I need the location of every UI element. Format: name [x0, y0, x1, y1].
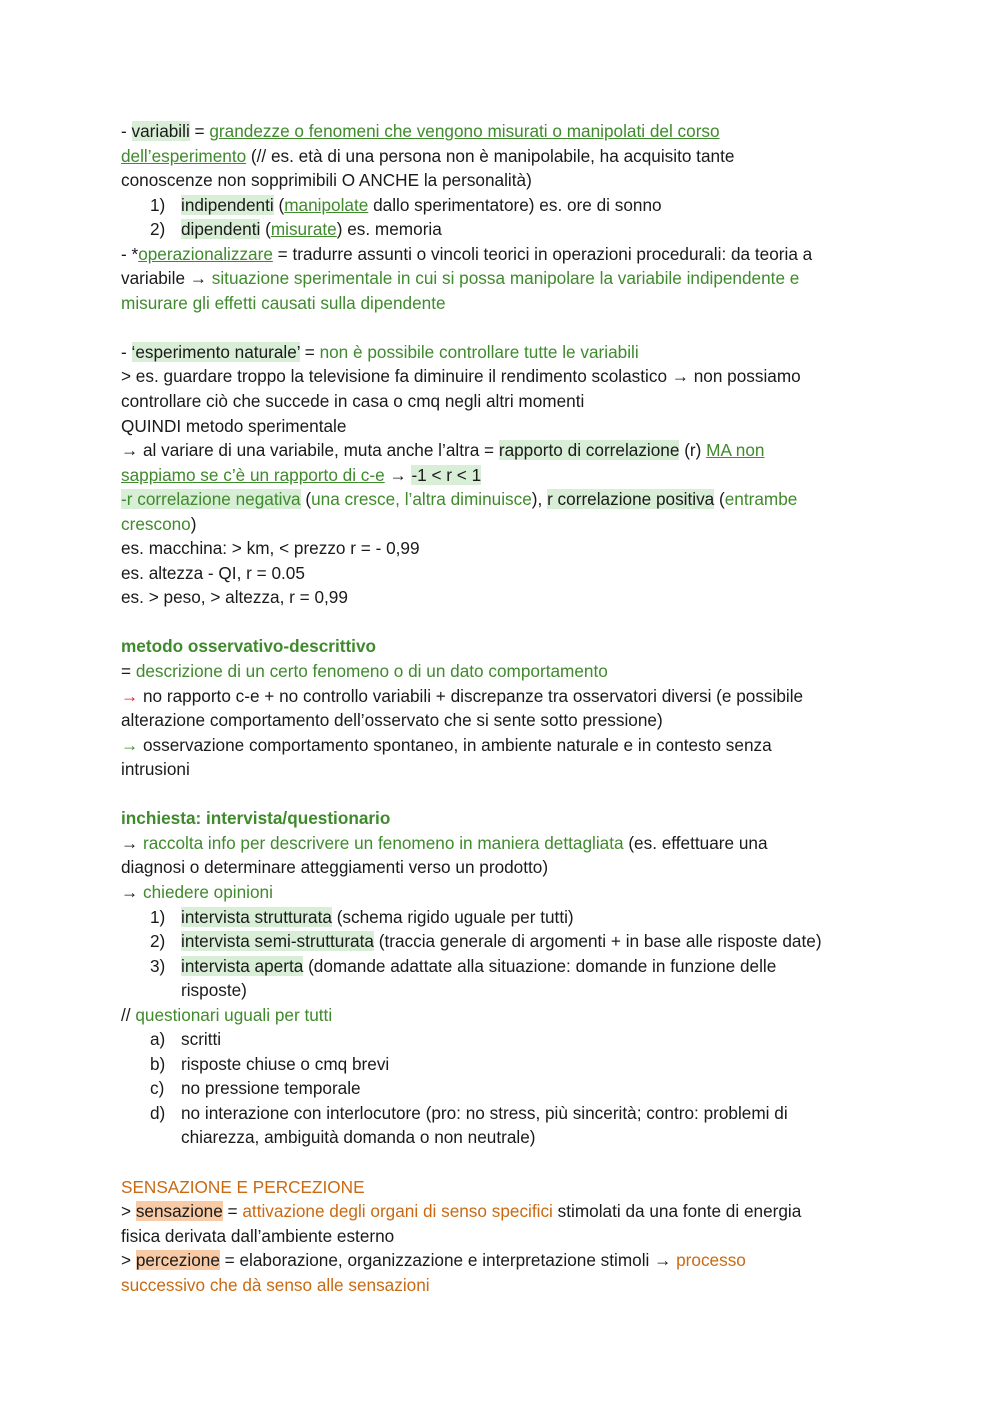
- highlighted-term: -r correlazione negativa: [121, 489, 301, 510]
- list-item-continuation: chiarezza, ambiguità domanda o non neutrale): [181, 1127, 536, 1148]
- green-text: crescono: [121, 513, 191, 534]
- text-span: -: [121, 121, 132, 141]
- green-text: chiedere opinioni: [142, 881, 273, 902]
- green-text: questionari uguali per tutti: [135, 1004, 333, 1025]
- orange-text: processo: [676, 1250, 746, 1271]
- text-span: = tradurre assunti o vincoli teorici in operazioni procedurali: da teoria a: [272, 243, 813, 264]
- text-line: [121, 438, 891, 463]
- text-span: >: [121, 1250, 136, 1271]
- text-span: (traccia generale di argomenti + in base alle risposte date): [373, 931, 822, 952]
- text-span: ): [190, 513, 197, 534]
- text-span: =: [222, 1201, 243, 1222]
- text-span: no interazione con interlocutore (pro: no stress, più sincerità; contro: problemi di: [181, 1102, 788, 1123]
- text-line: [121, 684, 891, 709]
- list-number: 1): [150, 194, 166, 215]
- spacer: [121, 782, 891, 807]
- text-span: (schema rigido uguale per tutti): [331, 906, 574, 927]
- list-item: [121, 193, 891, 218]
- list-letter: b): [150, 1053, 166, 1074]
- text-span: osservazione comportamento spontaneo, in ambiente naturale e in contesto senza: [138, 734, 772, 755]
- highlighted-term: indipendenti: [181, 194, 274, 215]
- text-span: ) es. memoria: [336, 219, 442, 240]
- text-line: > es. guardare troppo la televisione fa diminuire il rendimento scolastico → non possiamo: [121, 366, 801, 387]
- list-letter: c): [150, 1078, 165, 1099]
- list-item-continuation: risposte): [181, 980, 247, 1001]
- definition-text: MA non: [706, 440, 765, 461]
- text-span: (r): [679, 440, 707, 461]
- text-line: [121, 463, 891, 488]
- highlighted-term: intervista aperta: [181, 955, 304, 976]
- green-text: una cresce, l’altra diminuisce: [311, 489, 532, 510]
- text-line: es. > peso, > altezza, r = 0,99: [121, 587, 348, 608]
- section-heading: SENSAZIONE E PERCEZIONE: [121, 1176, 365, 1197]
- text-span: stimolati da una fonte di energia: [552, 1201, 802, 1222]
- text-line: [121, 512, 891, 537]
- spacer: [121, 610, 891, 635]
- text-span: //: [121, 1004, 136, 1025]
- text-span: (domande adattate alla situazione: domande in funzione delle: [303, 955, 777, 976]
- text-span: - *: [121, 243, 139, 264]
- text-line: [121, 1248, 891, 1273]
- section-heading: metodo osservativo-descrittivo: [121, 636, 377, 657]
- list-number: 2): [150, 931, 166, 952]
- green-text: situazione sperimentale in cui si possa manipolare la variabile indipendente e: [211, 268, 800, 289]
- highlighted-term: ‘esperimento naturale’: [131, 341, 300, 362]
- list-letter: d): [150, 1102, 166, 1123]
- text-span: =: [189, 121, 210, 141]
- text-line: [121, 340, 891, 365]
- text-line: fisica derivata dall’ambiente esterno: [121, 1225, 395, 1246]
- highlighted-term: intervista semi-strutturata: [181, 931, 374, 952]
- highlighted-term: -1 < r < 1: [411, 464, 482, 485]
- definition-text: operazionalizzare: [138, 243, 273, 264]
- orange-text: attivazione degli organi di senso specifici: [242, 1201, 553, 1222]
- text-line: alterazione comportamento dell’osservato che si sente sotto pressione): [121, 710, 663, 731]
- notes-page: [121, 119, 891, 1297]
- text-line: [121, 119, 891, 144]
- text-line: QUINDI metodo sperimentale: [121, 415, 347, 436]
- text-line: successivo che dà senso alle sensazioni: [121, 1274, 430, 1295]
- spacer: [121, 1150, 891, 1175]
- definition-text: misurate: [270, 219, 337, 240]
- text-line: [121, 733, 891, 758]
- list-number: 1): [150, 906, 166, 927]
- list-number: 2): [150, 219, 166, 240]
- text-span: ),: [531, 489, 548, 510]
- list-item: [121, 1027, 891, 1052]
- highlighted-term: percezione: [135, 1250, 220, 1271]
- text-line: misurare gli effetti causati sulla dipendente: [121, 292, 446, 313]
- text-span: scritti: [181, 1029, 222, 1050]
- text-span: →: [384, 464, 412, 485]
- text-line: [121, 487, 891, 512]
- text-span: (es. effettuare una: [623, 832, 768, 853]
- spacer: [121, 315, 891, 340]
- text-line: intrusioni: [121, 759, 190, 780]
- text-span: (: [714, 489, 725, 510]
- text-line: [121, 266, 891, 291]
- text-span: -: [121, 341, 132, 362]
- text-span: dallo sperimentatore) es. ore di sonno: [368, 194, 662, 215]
- text-line: [121, 880, 891, 905]
- list-number: 3): [150, 955, 166, 976]
- list-item: [121, 929, 891, 954]
- text-span: (: [300, 489, 312, 510]
- definition-text: grandezze o fenomeni che vengono misurati o manipolati del corso: [209, 121, 720, 141]
- text-span: no pressione temporale: [181, 1078, 361, 1099]
- definition-text: manipolate: [284, 194, 369, 215]
- highlighted-term: variabili: [131, 121, 190, 141]
- text-line: [121, 1199, 891, 1224]
- text-line: diagnosi o determinare atteggiamenti verso un prodotto): [121, 857, 549, 878]
- green-text: raccolta info per descrivere un fenomeno in maniera dettagliata: [142, 832, 624, 853]
- text-span: variabile →: [121, 268, 212, 289]
- text-span: >: [121, 1201, 136, 1222]
- text-span: =: [121, 661, 136, 682]
- text-span: (: [260, 219, 271, 240]
- list-letter: a): [150, 1029, 166, 1050]
- highlighted-term: intervista strutturata: [181, 906, 332, 927]
- list-item: [121, 1052, 891, 1077]
- text-line: es. altezza - QI, r = 0.05: [121, 562, 305, 583]
- text-line: [121, 242, 891, 267]
- text-line: [121, 144, 891, 169]
- list-item: [121, 217, 891, 242]
- text-span: (: [273, 194, 285, 215]
- text-span: =: [299, 341, 320, 362]
- text-line: conoscenze non sopprimibili O ANCHE la personalità): [121, 170, 532, 191]
- list-item: [121, 1101, 891, 1126]
- text-line: [121, 1003, 891, 1028]
- highlighted-term: dipendenti: [181, 219, 261, 240]
- highlighted-term: rapporto di correlazione: [498, 440, 680, 461]
- definition-text: sappiamo se c’è un rapporto di c-e: [121, 464, 385, 485]
- text-line: [121, 831, 891, 856]
- highlighted-term: r correlazione positiva: [547, 489, 715, 510]
- text-line: controllare ciò che succede in casa o cmq negli altri momenti: [121, 391, 585, 412]
- text-span: = elaborazione, organizzazione e interpretazione stimoli →: [219, 1250, 677, 1271]
- text-span: →: [121, 832, 143, 853]
- highlighted-term: sensazione: [135, 1201, 223, 1222]
- text-line: es. macchina: > km, < prezzo r = - 0,99: [121, 538, 420, 559]
- green-text: entrambe: [724, 489, 798, 510]
- green-text: descrizione di un certo fenomeno o di un dato comportamento: [135, 661, 608, 682]
- text-line: [121, 659, 891, 684]
- text-span: risposte chiuse o cmq brevi: [181, 1053, 390, 1074]
- list-item: [121, 905, 891, 930]
- green-arrow-icon: →: [121, 734, 139, 755]
- definition-text: dell’esperimento: [121, 145, 247, 166]
- list-item: [121, 954, 891, 979]
- text-span: →: [121, 881, 143, 902]
- section-heading: inchiesta: intervista/questionario: [121, 808, 391, 829]
- list-item: [121, 1076, 891, 1101]
- text-span: no rapporto c-e + no controllo variabili + discrepanze tra osservatori diversi (e possibile: [138, 685, 804, 706]
- red-arrow-icon: →: [121, 685, 139, 706]
- green-text: non è possibile controllare tutte le variabili: [319, 341, 639, 362]
- text-span: (// es. età di una persona non è manipolabile, ha acquisito tante: [246, 145, 735, 166]
- text-span: → al variare di una variabile, muta anche l’altra =: [121, 440, 499, 461]
